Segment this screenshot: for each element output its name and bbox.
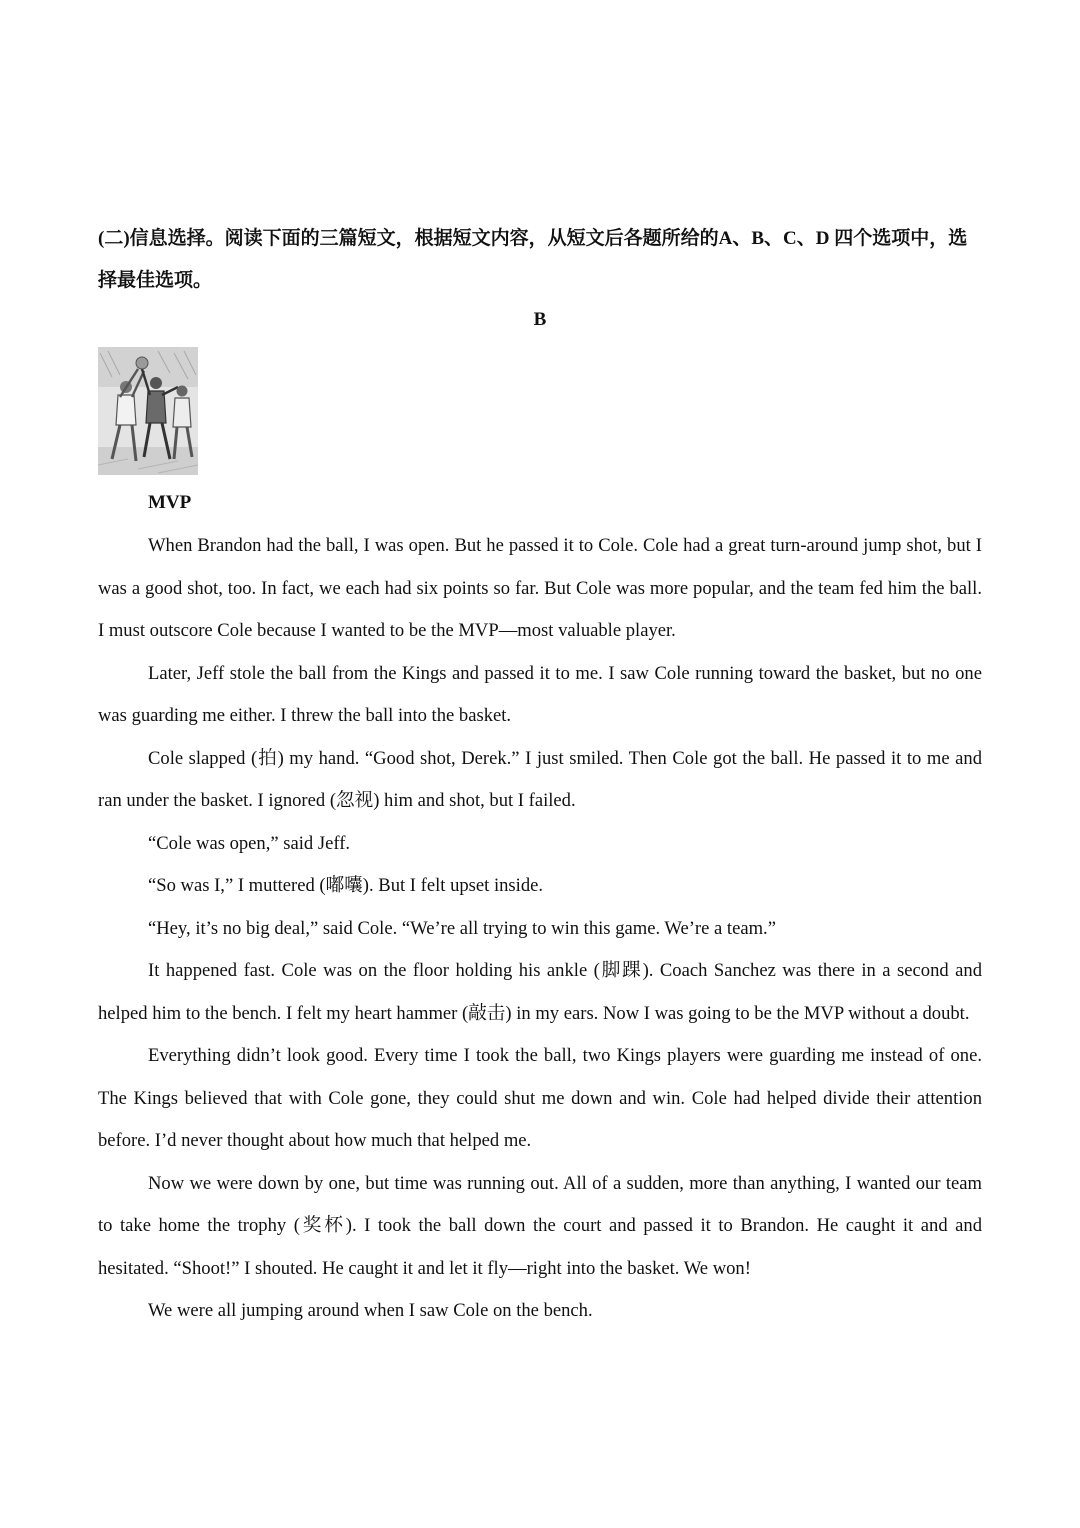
story-paragraph: When Brandon had the ball, I was open. But he passed it to Cole. Cole had a great turn-around jump shot, but I was a good shot, too. In fact, we each had six points so far. But Cole was more popular, and the team fed him the ball. I must outscore Cole because I wanted to be the MVP—most valuable player. bbox=[98, 535, 982, 641]
story-paragraph: Later, Jeff stole the ball from the Kings and passed it to me. I saw Cole running toward the basket, but no one was guarding me either. I threw the ball into the basket. bbox=[98, 662, 982, 726]
story-body bbox=[98, 525, 982, 1333]
story-paragraph: Now we were down by one, but time was running out. All of a sudden, more than anything, I wanted our team to take home the trophy (奖杯). I took the ball down the court and passed it to Brandon. He caught it and and hesitated. “Shoot!” I shouted. He caught it and let it fly—right into the basket. We won! bbox=[98, 1172, 982, 1279]
passage-letter: B bbox=[533, 309, 547, 330]
story-paragraph: “Cole was open,” said Jeff. bbox=[148, 832, 351, 854]
basketball-players-sketch-icon bbox=[98, 347, 198, 475]
story-paragraph: “So was I,” I muttered (嘟囔). But I felt upset inside. bbox=[148, 875, 544, 896]
story-paragraph: Cole slapped (拍) my hand. “Good shot, Derek.” I just smiled. Then Cole got the ball. He passed it to me and ran under the basket. I ignored (忽视) him and shot, but I failed. bbox=[98, 747, 982, 811]
section-instruction: (二)信息选择。阅读下面的三篇短文，根据短文内容，从短文后各题所给的A、B、C、D 四个选项中，选择最佳选项。 bbox=[98, 228, 968, 291]
story-paragraph: “Hey, it’s no big deal,” said Cole. “We’re all trying to win this game. We’re a team.” bbox=[148, 917, 776, 939]
story-title: MVP bbox=[148, 492, 192, 513]
story-paragraph: Everything didn’t look good. Every time I took the ball, two Kings players were guarding me instead of one. The Kings believed that with Cole gone, they could shut me down and win. Cole had helped divide their attention before. I’d never thought about how much that helped me. bbox=[98, 1045, 982, 1151]
story-paragraph: We were all jumping around when I saw Cole on the bench. bbox=[148, 1300, 593, 1321]
story-paragraph: It happened fast. Cole was on the floor holding his ankle (脚踝). Coach Sanchez was there in a second and helped him to the bench. I felt my heart hammer (敲击) in my ears. Now I was going to be the MVP without a doubt. bbox=[98, 960, 982, 1024]
